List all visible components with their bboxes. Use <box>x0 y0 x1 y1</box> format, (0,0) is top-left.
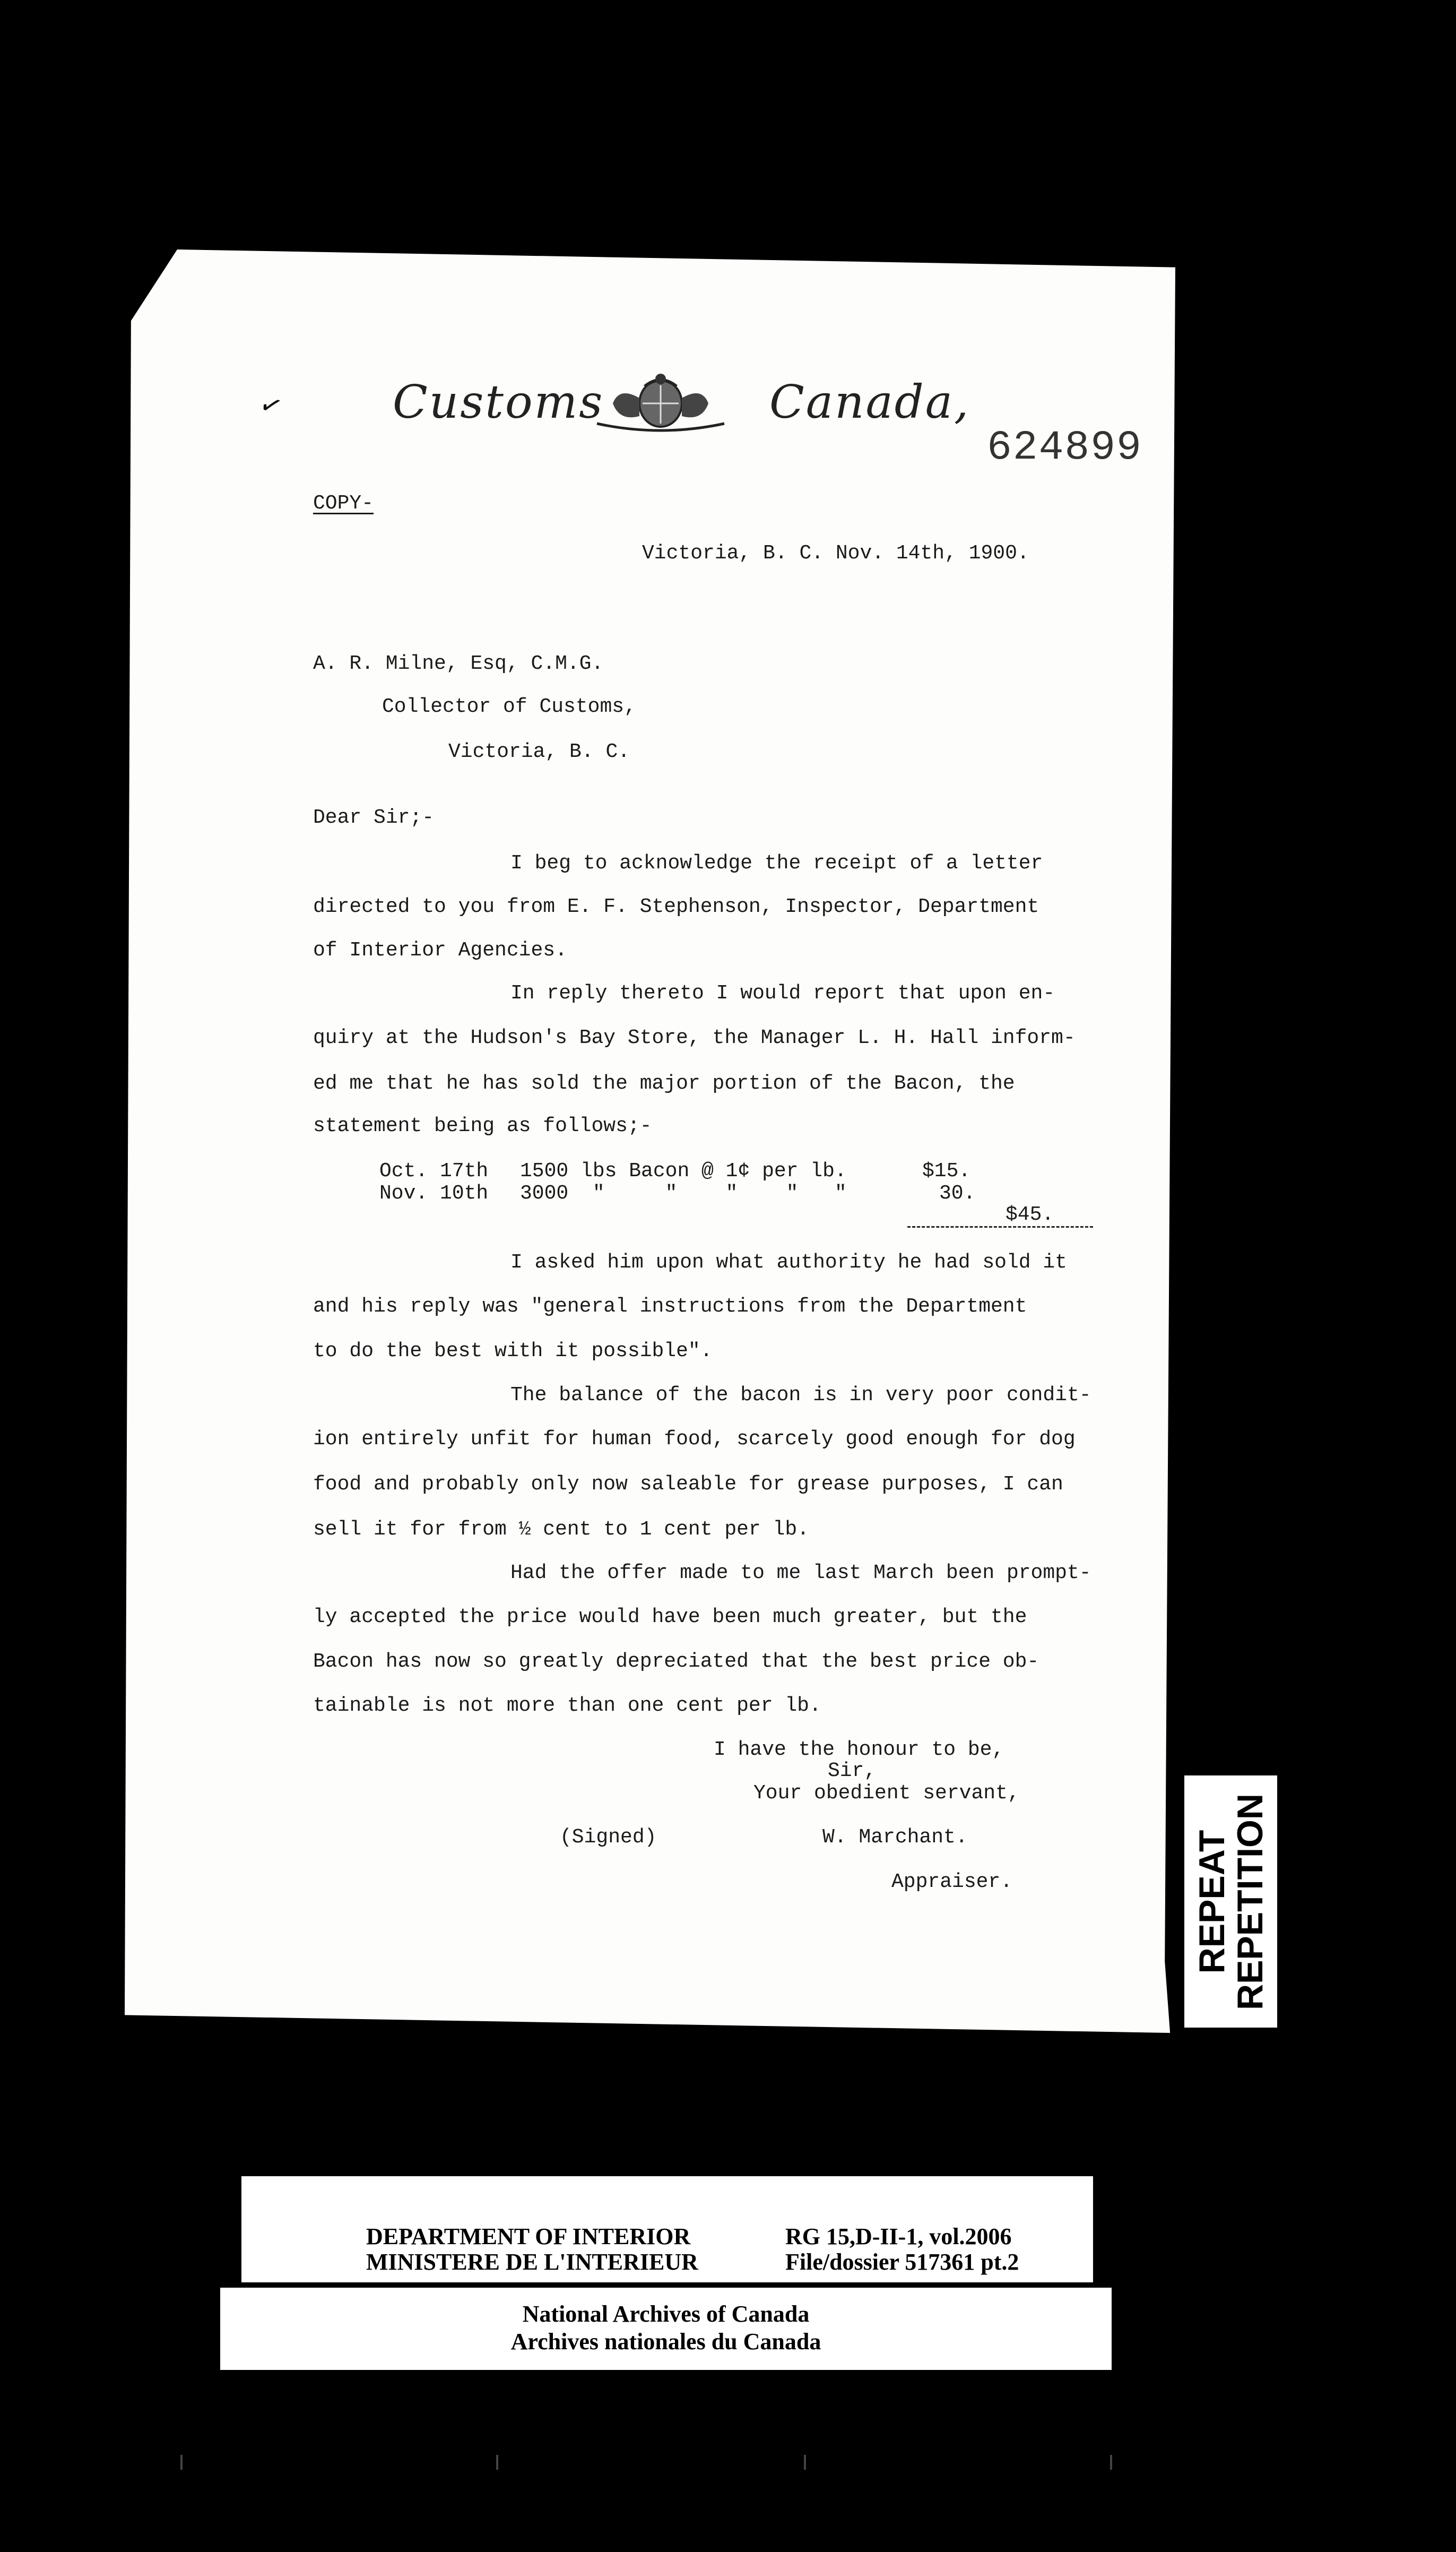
statement-item: 1500 lbs Bacon @ 1¢ per lb. <box>520 1160 847 1183</box>
archive-reference-strip <box>241 2176 1093 2282</box>
file-number: 624899 <box>987 425 1142 471</box>
archives-label-strip <box>220 2288 1112 2370</box>
body-line: to do the best with it possible". <box>313 1340 713 1363</box>
body-line: I asked him upon what authority he had sold it <box>510 1251 1067 1274</box>
recipient-line: Victoria, B. C. <box>448 740 630 763</box>
archive-file: File/dossier 517361 pt.2 <box>785 2249 1019 2275</box>
body-line: of Interior Agencies. <box>313 939 567 962</box>
film-edge-mark <box>496 2455 498 2470</box>
body-line: directed to you from E. F. Stephenson, Inspector, Department <box>313 895 1039 918</box>
film-edge-mark <box>1110 2455 1112 2470</box>
body-line: quiry at the Hudson's Bay Store, the Manager L. H. Hall inform- <box>313 1027 1076 1049</box>
body-line: The balance of the bacon is in very poor condit- <box>510 1384 1091 1407</box>
statement-item: 3000 " " " " " <box>520 1182 847 1205</box>
letterhead-customs: Customs <box>393 376 604 429</box>
closing-line: Sir, <box>828 1760 877 1782</box>
body-line: statement being as follows;- <box>313 1115 652 1137</box>
total-rule <box>907 1226 1093 1228</box>
letterhead <box>393 366 970 446</box>
body-line: sell it for from ½ cent to 1 cent per lb. <box>313 1518 809 1541</box>
recipient-line: Collector of Customs, <box>382 695 636 718</box>
stamp-line-repetition: REPETITION <box>1229 1793 1270 2010</box>
body-line: ly accepted the price would have been much greater, but the <box>313 1606 1027 1628</box>
film-edge-mark <box>804 2455 806 2470</box>
department-en: DEPARTMENT OF INTERIOR <box>366 2223 691 2249</box>
statement-amount: 30. <box>939 1182 976 1205</box>
statement-total: $45. <box>1006 1203 1054 1226</box>
signed-note: (Signed) <box>560 1826 657 1849</box>
archive-ref: RG 15,D-II-1, vol.2006 <box>785 2223 1012 2249</box>
film-edge-mark <box>180 2455 183 2470</box>
recipient-line: A. R. Milne, Esq, C.M.G. <box>313 652 604 675</box>
signature: W. Marchant. <box>822 1826 968 1849</box>
statement-date: Oct. 17th <box>379 1160 489 1183</box>
closing-line: Your obedient servant, <box>753 1782 1020 1805</box>
copy-label: COPY- <box>313 492 374 515</box>
letter-sheet <box>125 249 1175 2033</box>
signatory-title: Appraiser. <box>891 1870 1013 1893</box>
repeat-stamp-text <box>1193 1777 1269 2027</box>
statement-amount: $15. <box>922 1160 971 1183</box>
body-line: In reply thereto I would report that upon en- <box>510 982 1055 1005</box>
body-line: I beg to acknowledge the receipt of a letter <box>510 852 1043 875</box>
department-fr: MINISTERE DE L'INTERIEUR <box>366 2249 698 2275</box>
salutation: Dear Sir;- <box>313 806 435 829</box>
body-line: food and probably only now saleable for grease purposes, I can <box>313 1473 1063 1496</box>
letterhead-canada: Canada, <box>769 376 970 429</box>
check-mark: ✓ <box>255 387 287 424</box>
statement-date: Nov. 10th <box>379 1182 489 1205</box>
archives-fr: Archives nationales du Canada <box>510 2329 821 2355</box>
body-line: Had the offer made to me last March been prompt- <box>510 1562 1091 1584</box>
body-line: and his reply was "general instructions from the Department <box>313 1295 1027 1318</box>
date-line: Victoria, B. C. Nov. 14th, 1900. <box>642 542 1029 565</box>
body-line: Bacon has now so greatly depreciated that the best price ob- <box>313 1650 1039 1673</box>
archives-en: National Archives of Canada <box>522 2301 810 2327</box>
coat-of-arms-icon <box>592 370 730 434</box>
closing-line: I have the honour to be, <box>714 1738 1004 1761</box>
stamp-line-repeat: REPEAT <box>1191 1830 1232 1973</box>
body-line: ed me that he has sold the major portion of the Bacon, the <box>313 1072 1015 1095</box>
body-line: tainable is not more than one cent per lb. <box>313 1694 821 1717</box>
body-line: ion entirely unfit for human food, scarcely good enough for dog <box>313 1428 1076 1451</box>
repeat-stamp <box>1184 1775 1277 2028</box>
